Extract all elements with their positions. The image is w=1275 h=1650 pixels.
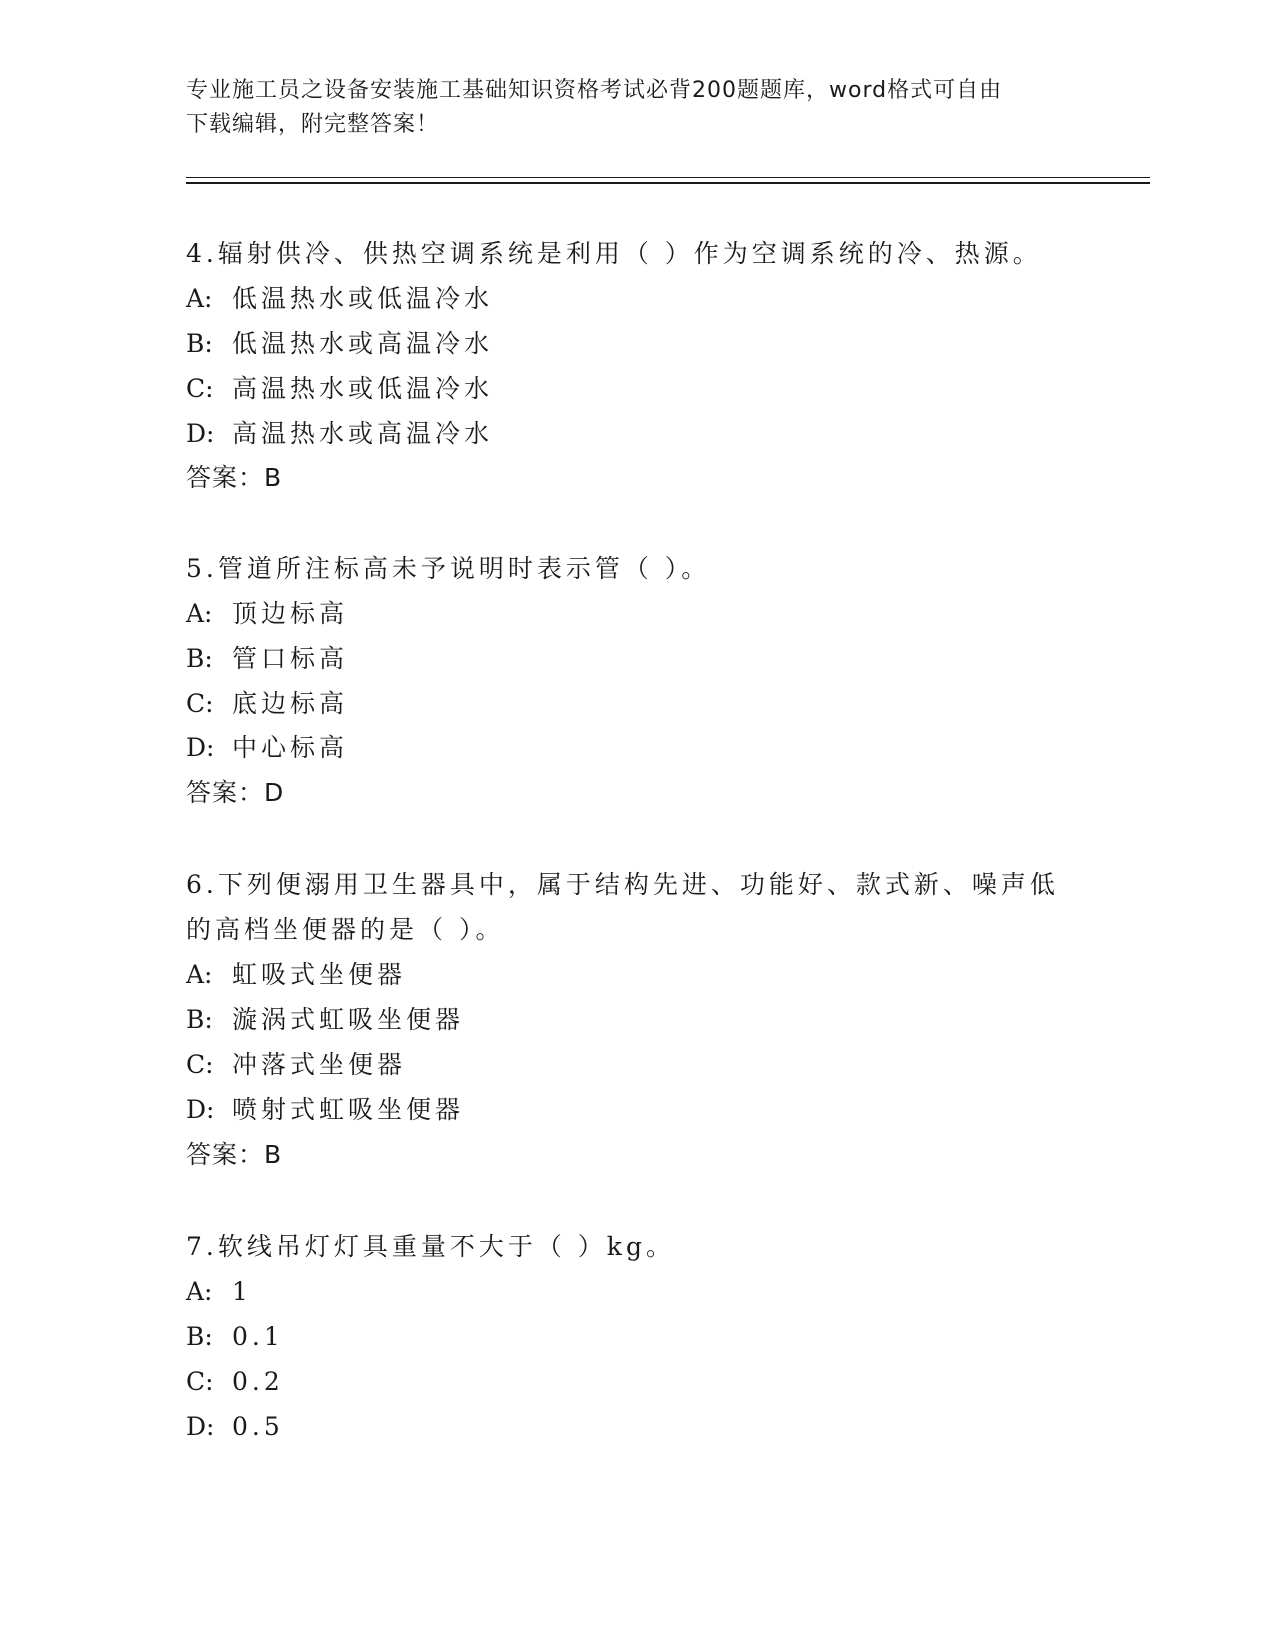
option-label: B:	[186, 644, 213, 673]
question-4-option-d	[186, 417, 493, 451]
option-label: A:	[186, 1277, 213, 1306]
question-4-text: 4.辐射供冷、供热空调系统是利用（ ）作为空调系统的冷、热源。	[186, 239, 1042, 268]
option-label: B:	[186, 1005, 213, 1034]
question-5-option-a	[186, 597, 348, 631]
option-text: 高温热水或低温冷水	[232, 374, 494, 403]
option-text: 底边标高	[232, 689, 349, 718]
question-6-answer: 答案：B	[186, 1140, 283, 1169]
option-text: 0.5	[232, 1412, 284, 1441]
question-6-text-line-1: 6.下列便溺用卫生器具中，属于结构先进、功能好、款式新、噪声低	[186, 870, 1059, 899]
option-label: C:	[186, 1050, 214, 1079]
option-text: 1	[232, 1277, 252, 1306]
question-5-answer: 答案：D	[186, 778, 285, 807]
option-text: 冲落式坐便器	[232, 1050, 407, 1079]
option-label: B:	[186, 329, 213, 358]
question-6-option-b	[186, 1003, 464, 1037]
option-text: 喷射式虹吸坐便器	[232, 1095, 465, 1124]
option-text: 高温热水或高温冷水	[232, 419, 494, 448]
question-7-option-c	[186, 1365, 284, 1399]
question-7-text: 7.软线吊灯灯具重量不大于（ ）kg。	[186, 1232, 675, 1261]
option-label: D:	[186, 1095, 215, 1124]
option-label: D:	[186, 733, 215, 762]
header-divider-thin	[186, 177, 1150, 178]
question-4-option-a	[186, 282, 493, 316]
option-label: C:	[186, 1367, 214, 1396]
option-label: D:	[186, 419, 215, 448]
question-6-option-a	[186, 958, 406, 992]
option-text: 0.1	[232, 1322, 284, 1351]
header-divider-thick	[186, 182, 1150, 184]
question-4-answer: 答案：B	[186, 463, 283, 492]
option-label: A:	[186, 960, 213, 989]
option-text: 管口标高	[232, 644, 349, 673]
option-text: 漩涡式虹吸坐便器	[232, 1005, 465, 1034]
option-label: C:	[186, 689, 214, 718]
option-label: A:	[186, 599, 213, 628]
option-label: D:	[186, 1412, 215, 1441]
header-line-1: 专业施工员之设备安装施工基础知识资格考试必背200题题库，word格式可自由	[186, 78, 1003, 103]
question-4-option-b	[186, 327, 493, 361]
question-6-option-d	[186, 1093, 464, 1127]
question-7-option-a	[186, 1275, 252, 1309]
option-label: C:	[186, 374, 214, 403]
header-line-2: 下载编辑，附完整答案！	[186, 112, 440, 137]
question-5-text: 5.管道所注标高未予说明时表示管（ ）。	[186, 554, 711, 583]
question-7-option-d	[186, 1410, 284, 1444]
document-header	[186, 74, 1066, 142]
option-text: 0.2	[232, 1367, 284, 1396]
option-text: 中心标高	[232, 733, 349, 762]
option-text: 低温热水或低温冷水	[232, 284, 494, 313]
option-text: 顶边标高	[232, 599, 349, 628]
question-5-option-c	[186, 687, 348, 721]
question-7-option-b	[186, 1320, 284, 1354]
option-text: 虹吸式坐便器	[232, 960, 407, 989]
question-6-option-c	[186, 1048, 406, 1082]
option-label: A:	[186, 284, 213, 313]
question-4-option-c	[186, 372, 493, 406]
question-6-text-line-2: 的高档坐便器的是（ ）。	[186, 915, 505, 944]
question-5-option-b	[186, 642, 348, 676]
option-label: B:	[186, 1322, 213, 1351]
option-text: 低温热水或高温冷水	[232, 329, 494, 358]
question-5-option-d	[186, 731, 348, 765]
